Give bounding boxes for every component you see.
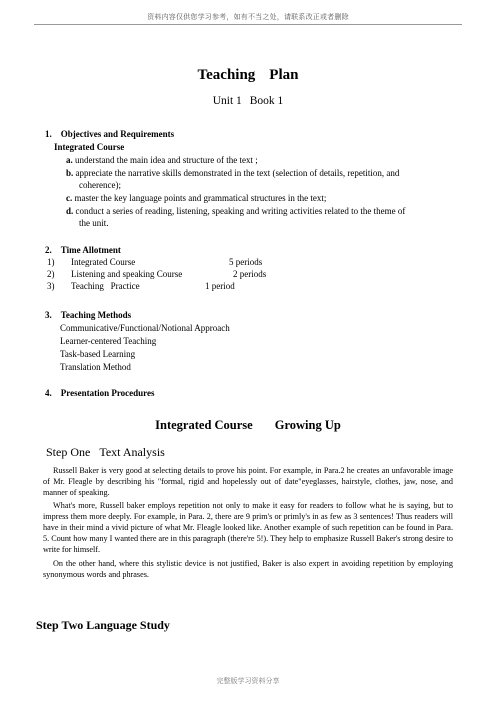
subtitle-book: Book 1 xyxy=(249,95,284,107)
objective-item-d: d. conduct a series of reading, listening, speaking and writing activities related to the theme of xyxy=(66,206,406,216)
title-part2: Plan xyxy=(269,67,299,83)
method-item-2: Learner-centered Teaching xyxy=(60,336,157,346)
objective-item-c: c. master the key language points and grammatical structures in the text; xyxy=(66,193,327,203)
step2-heading: Step Two Language Study xyxy=(36,618,170,632)
section3-heading: 3. Teaching Methods xyxy=(45,310,132,320)
text-analysis-paragraph-1: Russell Baker is very good at selecting details to prove his point. For example, in Para.2 he creates an unfavorable image of Mr. Fleagle by describing his "formal, rigid and hopelessly out of date"eyeglasses, hairstyle, clothes, jaw, nose, and manner of speaking. xyxy=(43,466,453,497)
time-row-2: 2) Listening and speaking Course 2 periods xyxy=(47,269,267,279)
method-item-4: Translation Method xyxy=(60,362,131,372)
time-row-3: 3) Teaching Practice 1 period xyxy=(47,281,235,291)
text-analysis-paragraph-2: What's more, Russell baker employs repetition not only to make it easy for readers to follow what he is saying, but to impress them more deeply. For example, in Para. 2, there are 9 prim's or primly's in as few as 3 sentences! Thus readers will have in their mind a vivid picture of what Mr. Fleagle looked like. Another example of such repetition can be found in Para. 5. Count how many I wanted there are in this paragraph (there're 5!). They help to emphasize Russell Baker's strong desire to write for himself. xyxy=(43,501,454,554)
course-title-left: Integrated Course xyxy=(155,418,253,432)
header-rule xyxy=(34,24,462,25)
page-header: 资料内容仅供您学习参考，如有不当之处，请联系改正或者删除 xyxy=(147,13,349,21)
section1-heading: 1. Objectives and Requirements xyxy=(45,129,175,139)
objective-item-a: a. understand the main idea and structure of the text ; xyxy=(66,155,258,165)
section2-heading: 2. Time Allotment xyxy=(45,245,121,255)
objective-item-b: b. appreciate the narrative skills demonstrated in the text (selection of details, repetition, and xyxy=(66,168,400,178)
objective-item-d-cont: the unit. xyxy=(79,218,109,228)
page-footer: 完整版学习资料分享 xyxy=(216,677,280,685)
text-analysis-paragraph-3: On the other hand, where this stylistic device is not justified, Baker is also expert in avoiding repetition by employing synonymous words and phrases. xyxy=(43,559,453,579)
course-title xyxy=(0,418,496,433)
method-item-1: Communicative/Functional/Notional Approach xyxy=(60,323,230,333)
title-part1: Teaching xyxy=(197,67,256,83)
time-row-1: 1) Integrated Course 5 periods xyxy=(47,257,263,267)
subtitle-unit: Unit 1 xyxy=(212,95,242,107)
section1-subheading: Integrated Course xyxy=(54,142,125,152)
step1-heading: Step One Text Analysis xyxy=(46,445,165,459)
page-subtitle xyxy=(0,95,496,107)
section4-heading: 4. Presentation Procedures xyxy=(45,388,155,398)
objective-item-b-cont: coherence); xyxy=(79,180,121,190)
method-item-3: Task-based Learning xyxy=(60,349,136,359)
course-title-right: Growing Up xyxy=(274,418,341,432)
page-title xyxy=(0,67,496,84)
